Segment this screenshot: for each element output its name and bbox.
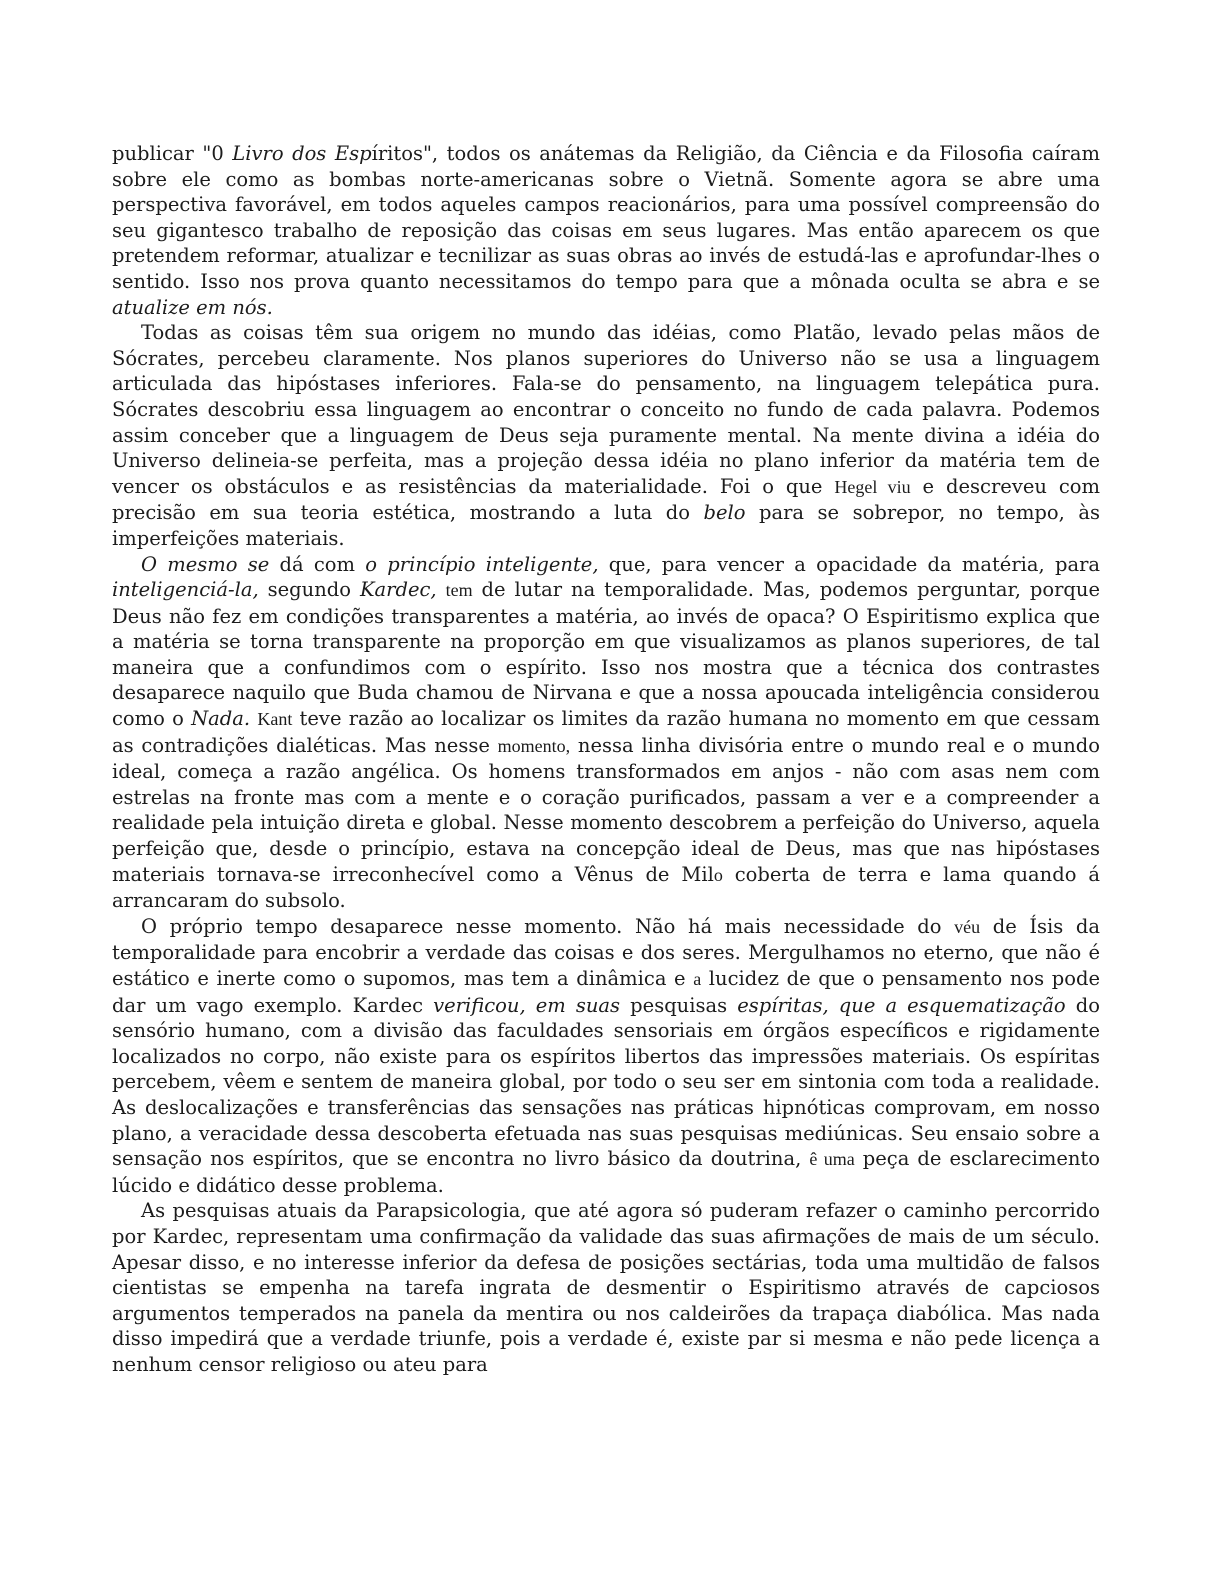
text-run: de lutar na temporalidade. Mas, podemos perguntar, porque Deus não fez em condições transparentes a matéria, ao invés de opaca? O Espiritismo explica que a matéria se torna transparente na proporção em que visualizamos as planos superiores, de tal maneira que a confundimos com o espírito. Isso nos mostra que a técnica dos contrastes desaparece naquilo que Buda chamou de Nirvana e que a nossa apoucada inteligência considerou como o — [112, 578, 1100, 731]
italic-text: espíritas, que a esquematização — [737, 993, 1066, 1017]
italic-text: belo — [703, 501, 746, 525]
italic-text: atualize em nós. — [112, 295, 273, 319]
text-run: pesquisas — [620, 993, 738, 1017]
text-run: véu — [954, 916, 981, 937]
text-run — [437, 578, 446, 601]
text-run: o — [713, 864, 723, 885]
italic-text: Kardec, — [359, 578, 437, 602]
text-run: peça de esclarecimento lúcido e didático desse problema. — [112, 1147, 1100, 1197]
text-run: momento, — [497, 735, 571, 756]
text-run: de Ísis da temporalidade para encobrir a verdade das coisas e dos seres. Mergulhamos no eterno, que não é estático e inerte como o supomos, mas tem a dinâmica e — [112, 914, 1100, 990]
italic-text: inteligenciá-la, — [112, 578, 259, 602]
text-run: O próprio tempo desaparece nesse momento. Não há mais necessidade do — [141, 914, 955, 938]
paragraph — [112, 320, 1100, 551]
paragraph — [112, 141, 1100, 320]
text-run: coberta de terra e lama quando á arrancaram do subsolo. — [112, 862, 1101, 913]
text-run: As pesquisas atuais da Parapsicologia, que até agora só puderam refazer o caminho percorrido por Kardec, representam uma confirmação da validade das suas afirmações de mais de um século. Apesar disso, e no interesse inferior da defesa de posições sectárias, toda uma multidão de falsos cientistas se empenha na tarefa ingrata de desmentir o Espiritismo através de capciosos argumentos temperados na panela da mentira ou nos caldeirões da trapaça diabólica. Mas nada disso impedirá que a verdade triunfe, pois a verdade é, existe par si mesma e não pede licença a nenhum censor religioso ou ateu para — [112, 1199, 1100, 1376]
text-run: tem — [445, 580, 473, 601]
text-run: teve razão ao localizar os limites da razão humana no momento em que cessam as contradições dialéticas. Mas nesse — [112, 707, 1100, 757]
text-run: e descreveu com precisão em sua teoria estética, mostrando a luta do — [112, 474, 1101, 525]
text-run: Todas as coisas têm sua origem no mundo das idéias, como Platão, levado pelas mãos de Sócrates, percebeu claramente. Nos planos superiores do Universo não se usa a linguagem articulada das hipóstases inferiores. Fala-se do pensamento, na linguagem telepática pura. Sócrates descobriu essa linguagem ao encontrar o conceito no fundo de cada palavra. Podemos assim conceber que a linguagem de Deus seja puramente mental. Na mente divina a idéia do Universo delineia-se perfeita, mas a projeção dessa idéia no plano inferior da matéria tem de vencer os obstáculos e as resistências da materialidade. Foi o que — [112, 321, 1100, 498]
text-run: publicar "0 — [112, 142, 233, 165]
text-run: segundo — [258, 578, 360, 602]
text-run: que, para vencer a opacidade da matéria, para — [598, 552, 1101, 576]
text-run: do sensório humano, com a divisão das faculdades sensoriais em órgãos específicos e rigidamente localizados no corpo, não existe para os espíritos libertos das impressões materiais. Os espíritas percebem, vêem e sentem de maneira global, por todo o seu ser em sintonia com toda a realidade. As deslocalizações e transferências das sensações nas práticas hipnóticas comprovam, em nosso plano, a veracidade dessa descoberta efetuada nas suas pesquisas mediúnicas. Seu ensaio sobre a sensação nos espíritos, que se encontra no livro básico da doutrina, — [112, 993, 1100, 1171]
text-run: Kant — [257, 709, 293, 730]
text-run: dá com — [269, 552, 366, 576]
paragraph — [112, 914, 1100, 1199]
text-run: a — [693, 969, 702, 989]
italic-text: verificou, em suas — [433, 993, 621, 1017]
text-run: para se sobrepor, no tempo, às imperfeições materiais. — [112, 501, 1100, 550]
text-run: íritos", todos os anátemas da Religião, da Ciência e da Filosofia caíram sobre ele como as bombas norte-americanas sobre o Vietnã. Somente agora se abre uma perspectiva favorável, em todos aqueles campos reacionários, para uma possível compreensão do seu gigantesco trabalho de reposição das coisas em seus lugares. Mas então aparecem os que pretendem reformar, atualizar e tecnilizar as suas obras ao invés de estudá-las e aprofundar-lhes o sentido. Isso nos prova quanto necessitamos do tempo para que a mônada oculta se abra e se — [112, 142, 1100, 293]
italic-text: o princípio inteligente, — [365, 552, 599, 576]
italic-text: Nada. — [191, 707, 251, 731]
italic-text: O mesmo se — [141, 552, 270, 576]
text-run: nessa linha divisória entre o mundo real e o mundo ideal, começa a razão angélica. Os homens transformados em anjos - não com asas nem com estrelas na fronte mas com a mente e o coração purificados, passam a ver e a compreender a realidade pela intuição direta e global. Nesse momento descobrem a perfeição do Universo, aquela perfeição que, desde o princípio, estava na concepção ideal de Deus, mas que nas hipóstases materiais tornava-se irreconhecível como a Vênus de Mil — [112, 733, 1100, 886]
text-run: Hegel viu — [834, 476, 911, 497]
document-page — [112, 141, 1100, 1378]
text-run: lucidez de que o pensamento nos pode dar um vago exemplo. Kardec — [112, 967, 1100, 1017]
text-run: ê uma — [809, 1149, 855, 1170]
paragraph — [112, 552, 1100, 914]
italic-text: Livro dos Esp — [232, 142, 372, 165]
paragraph — [112, 1198, 1100, 1377]
